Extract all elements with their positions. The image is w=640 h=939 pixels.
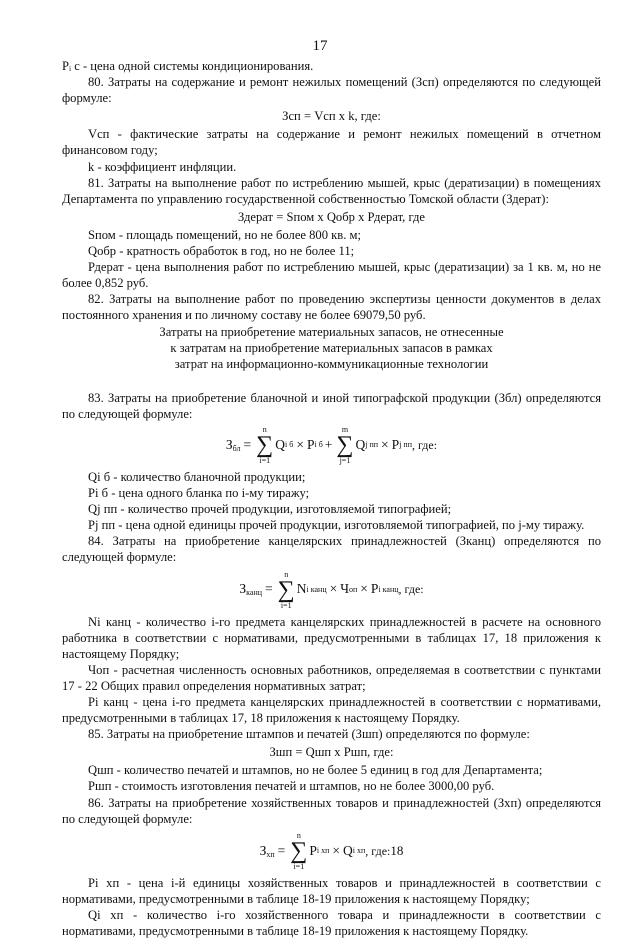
formula-84: $З_{канц}$ = n ∑ i=1 N i канц × Ч оп × P i канц , где: — [239, 569, 424, 610]
paragraph: 84. Затраты на приобретение канцелярских принадлежностей (Зканц) определяются по следующей формуле: — [62, 534, 601, 565]
section-heading-line: затрат на информационно-коммуникационные технологии — [174, 356, 489, 371]
formula-86-lhs: $З_{хп}$ — [259, 842, 275, 859]
paragraph: 81. Затраты на выполнение работ по истреблению мышей, крыс (дератизации) в помещениях Департамента по управлению государственной собственностью Томской области (Здерат): — [62, 175, 601, 206]
paragraph: 85. Затраты на приобретение штампов и печатей (Зшп) определяются по формуле: — [88, 727, 530, 742]
formula-83-eq: = — [243, 436, 252, 452]
stray-number: 18 — [390, 842, 404, 858]
paragraph: Рj пп - цена одной единицы прочей продукции, изготовляемой типографией, по j-му тиражу. — [88, 518, 585, 533]
formula-line: Зшп = Qшп x Ршп, где: — [269, 745, 394, 760]
section-83-84-text — [62, 469, 601, 566]
sum-symbol: n ∑ i=1 — [277, 569, 295, 610]
paragraph: 82. Затраты на выполнение работ по проведению экспертизы ценности документов в делах постоянного хранения и по личному составу не более 69079,50 руб. — [62, 292, 601, 323]
paragraph: Qi хп - количество i-го хозяйственного товара и принадлежности в соответствии с нормативами, предусмотренными в таблице 18-19 приложения к настоящему Порядку. — [62, 907, 601, 939]
formula-line: Здерат = Sпом x Qобр x Рдерат, где — [238, 209, 425, 224]
paragraph: Рᵢ c - цена одной системы кондиционирования. — [62, 59, 314, 73]
page-body — [62, 58, 601, 939]
paragraph: Vсп - фактические затраты на содержание и ремонт нежилых помещений в отчетном финансовом году; — [62, 127, 601, 158]
section-heading-line: Затраты на приобретение материальных запасов, не отнесенные — [159, 324, 504, 339]
section-84-86-text — [62, 614, 601, 827]
page-number: 17 — [312, 38, 328, 54]
paragraph: Qi б - количество бланочной продукции; — [88, 469, 306, 484]
paragraph: Ршп - стоимость изготовления печатей и штампов, но не более 3000,00 руб. — [88, 779, 495, 794]
formula-line: Зсп = Vсп x k, где: — [282, 109, 381, 124]
section-86-text — [62, 875, 601, 939]
paragraph: 80. Затраты на содержание и ремонт нежилых помещений (Зсп) определяются по следующей формуле: — [62, 75, 601, 106]
paragraph: Рi хп - цена i-й единицы хозяйственных товаров и принадлежностей в соответствии с нормативами, предусмотренными в таблице 18-19 приложения к настоящему Порядку; — [62, 875, 601, 906]
formula-83-lhs: $З_{бл}$ — [225, 436, 241, 453]
paragraph: 83. Затраты на приобретение бланочной и иной типографской продукции (Збл) определяются по следующей формуле: — [62, 390, 601, 421]
sum-symbol: n ∑ i=1 — [256, 424, 274, 465]
sum-symbol: n ∑ i=1 — [290, 830, 308, 871]
paragraph: Qj пп - количество прочей продукции, изготовляемой типографией; — [88, 502, 452, 517]
formula-84-lhs: $З_{канц}$ — [239, 581, 263, 598]
formula-86: $З_{хп}$ = n ∑ i=1 P i хп × Q i хп , где: 18 — [259, 830, 404, 871]
paragraph: Рi канц - цена i-го предмета канцелярских принадлежностей в соответствии с нормативами, предусмотренными в таблицах 17, 18 приложения к настоящему Порядку. — [62, 695, 601, 726]
paragraph: Чоп - расчетная численность основных работников, определяемая в соответствии с пунктами 17 - 22 Общих правил определения нормативных затрат; — [62, 662, 601, 693]
paragraph: 86. Затраты на приобретение хозяйственных товаров и принадлежностей (Зхп) определяются по следующей формуле: — [62, 795, 601, 826]
sum-symbol: m ∑ j=1 — [336, 424, 354, 465]
paragraph: k - коэффициент инфляции. — [88, 159, 237, 174]
formula-83: $З_{бл}$ = n ∑ i=1 Q i б × P i б + m ∑ j=1 Q j пп × P j пп , где: — [225, 424, 438, 465]
spacer — [62, 372, 601, 390]
paragraph: Qшп - количество печатей и штампов, но не более 5 единиц в год для Департамента; — [88, 763, 543, 778]
section-80-83-text — [62, 58, 601, 422]
paragraph: Рi б - цена одного бланка по i-му тиражу; — [88, 486, 310, 501]
section-heading-line: к затратам на приобретение материальных запасов в рамках — [170, 340, 493, 355]
paragraph: Рдерат - цена выполнения работ по истреблению мышей, крыс (дератизации) за 1 кв. м, но не более 0,852 руб. — [62, 260, 601, 291]
paragraph: Ni канц - количество i-го предмета канцелярских принадлежностей в расчете на основного работника в соответствии с нормативами, предусмотренными в таблицах 17, 18 приложения к настоящему Порядку; — [62, 614, 601, 661]
paragraph: Qобр - кратность обработок в год, но не более 11; — [88, 244, 355, 259]
paragraph: Sпом - площадь помещений, но не более 800 кв. м; — [88, 227, 362, 242]
